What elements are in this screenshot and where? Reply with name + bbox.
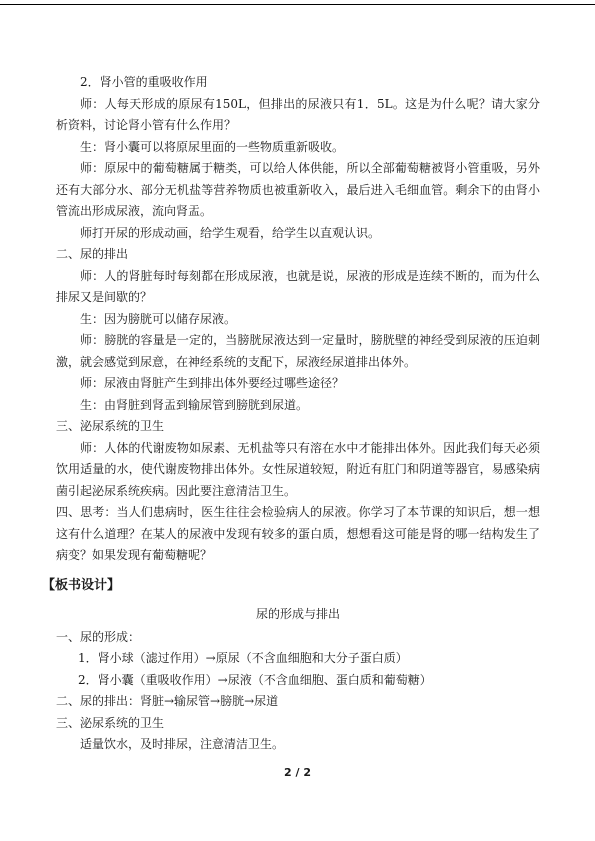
lesson-paragraphs: [56, 72, 540, 567]
page-number: 2 / 2: [284, 766, 311, 779]
board-line: 二、尿的排出：肾脏→输尿管→膀胱→尿道: [56, 694, 279, 708]
paragraph: 生：肾小囊可以将原尿里面的一些物质重新吸收。: [80, 139, 345, 154]
paragraph: 师：人体的代谢废物如尿素、无机盐等只有溶在水中才能排出体外。因此我们每天必须饮用适量的水，使代谢废物排出体外。女性尿道较短，附近有肛门和阴道等器官，易感染病菌引起泌尿系统疾病。因此要注意清洁卫生。: [56, 440, 540, 498]
board-line: 2．肾小囊（重吸收作用）→尿液（不含血细胞、蛋白质和葡萄糖）: [78, 672, 432, 687]
paragraph: 生：由肾脏到肾盂到输尿管到膀胱到尿道。: [80, 397, 309, 412]
board-line: 一、尿的形成：: [56, 629, 141, 644]
paragraph: 师打开尿的形成动画，给学生观看，给学生以直观认识。: [80, 225, 381, 240]
board-design-heading: 【板书设计】: [42, 577, 121, 593]
paragraph: 师：膀胱的容量是一定的，当膀胱尿液达到一定量时，膀胱壁的神经受到尿液的压迫刺激，就会感觉到尿意，在神经系统的支配下，尿液经尿道排出体外。: [56, 333, 540, 369]
header-rule: [0, 4, 595, 5]
paragraph: 四、思考：当人们患病时，医生往往会检验病人的尿液。你学习了本节课的知识后，想一想这有什么道理？在某人的尿液中发现有较多的蛋白质，想想看这可能是肾的哪一结构发生了病变？如果发现有葡萄糖呢？: [56, 505, 540, 562]
document-body: [42, 72, 540, 756]
board-title: 尿的形成与排出: [255, 606, 340, 621]
board-line: 1．肾小球（滤过作用）→原尿（不含血细胞和大分子蛋白质）: [78, 651, 408, 665]
paragraph: 师：尿液由肾脏产生到排出体外要经过哪些途径？: [80, 376, 345, 390]
paragraph: 师：人的肾脏每时每刻都在形成尿液，也就是说，尿液的形成是连续不断的，而为什么排尿又是间歇的？: [56, 268, 540, 304]
board-outline: [56, 627, 540, 756]
paragraph: 师：原尿中的葡萄糖属于糖类，可以给人体供能，所以全部葡萄糖被肾小管重吸，另外还有大部分水、部分无机盐等营养物质也被重新收入，最后进入毛细血管。剩余下的由肾小管流出形成尿液，流向肾盂。: [56, 161, 540, 218]
paragraph: 二、尿的排出: [56, 247, 129, 261]
paragraph: 2．肾小管的重吸收作用: [80, 75, 208, 89]
paragraph: 师：人每天形成的原尿有150L，但排出的尿液只有1．5L。这是为什么呢？请大家分析资料，讨论肾小管有什么作用？: [56, 96, 540, 132]
paragraph: 生：因为膀胱可以储存尿液。: [80, 311, 237, 326]
board-line: 三、泌尿系统的卫生: [56, 715, 165, 730]
board-line: 适量饮水，及时排尿，注意清洁卫生。: [80, 737, 285, 751]
paragraph: 三、泌尿系统的卫生: [56, 419, 165, 433]
